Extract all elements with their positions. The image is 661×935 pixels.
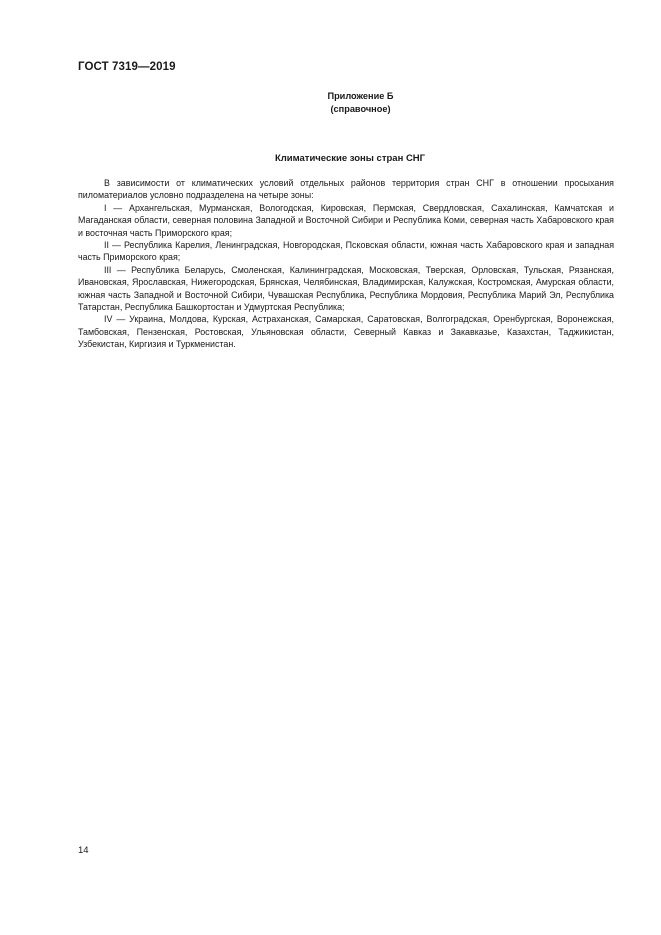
annex-heading: Климатические зоны стран СНГ [274, 153, 426, 164]
body-text [78, 177, 614, 351]
zone-4-paragraph: IV — Украина, Молдова, Курская, Астраханская, Самарская, Саратовская, Волгоградская, Оренбургская, Воронежская, Тамбовская, Пензенская, Ростовская, Ульяновская области, Северный Кавказ и Закавказье, Казахстан, Таджикистан, Узбекистан, Киргизия и Туркменистан. [78, 314, 614, 350]
annex-label [280, 90, 441, 116]
annex-title: Приложение Б [327, 91, 394, 101]
zone-1-paragraph: I — Архангельская, Мурманская, Вологодская, Кировская, Пермская, Свердловская, Сахалинская, Камчатская и Магаданская области, северная половина Западной и Восточной Сибири и Республика Коми, северная часть Хабаровского края и восточная часть Приморского края; [78, 202, 614, 238]
zone-2-paragraph: II — Республика Карелия, Ленинградская, Новгородская, Псковская области, южная часть Хабаровского края и западная часть Приморского края; [78, 240, 614, 263]
annex-subtitle: (справочное) [330, 104, 391, 114]
page-number: 14 [78, 845, 89, 856]
standard-number: ГОСТ 7319—2019 [78, 61, 176, 73]
intro-paragraph: В зависимости от климатических условий отдельных районов территория стран СНГ в отношении просыхания пиломатериалов условно подразделена на четыре зоны: [78, 178, 614, 201]
zone-3-paragraph: III — Республика Беларусь, Смоленская, Калининградская, Московская, Тверская, Орловская, Тульская, Рязанская, Ивановская, Ярославская, Нижегородская, Брянская, Челябинская, Владимирская, Калужская, Костромская, Амурская области, южная часть Западной и Восточной Сибири, Чувашская Республика, Республика Мордовия, Республика Марий Эл, Республика Татарстан, Республика Башкортостан и Удмуртская Республика; [78, 264, 614, 313]
